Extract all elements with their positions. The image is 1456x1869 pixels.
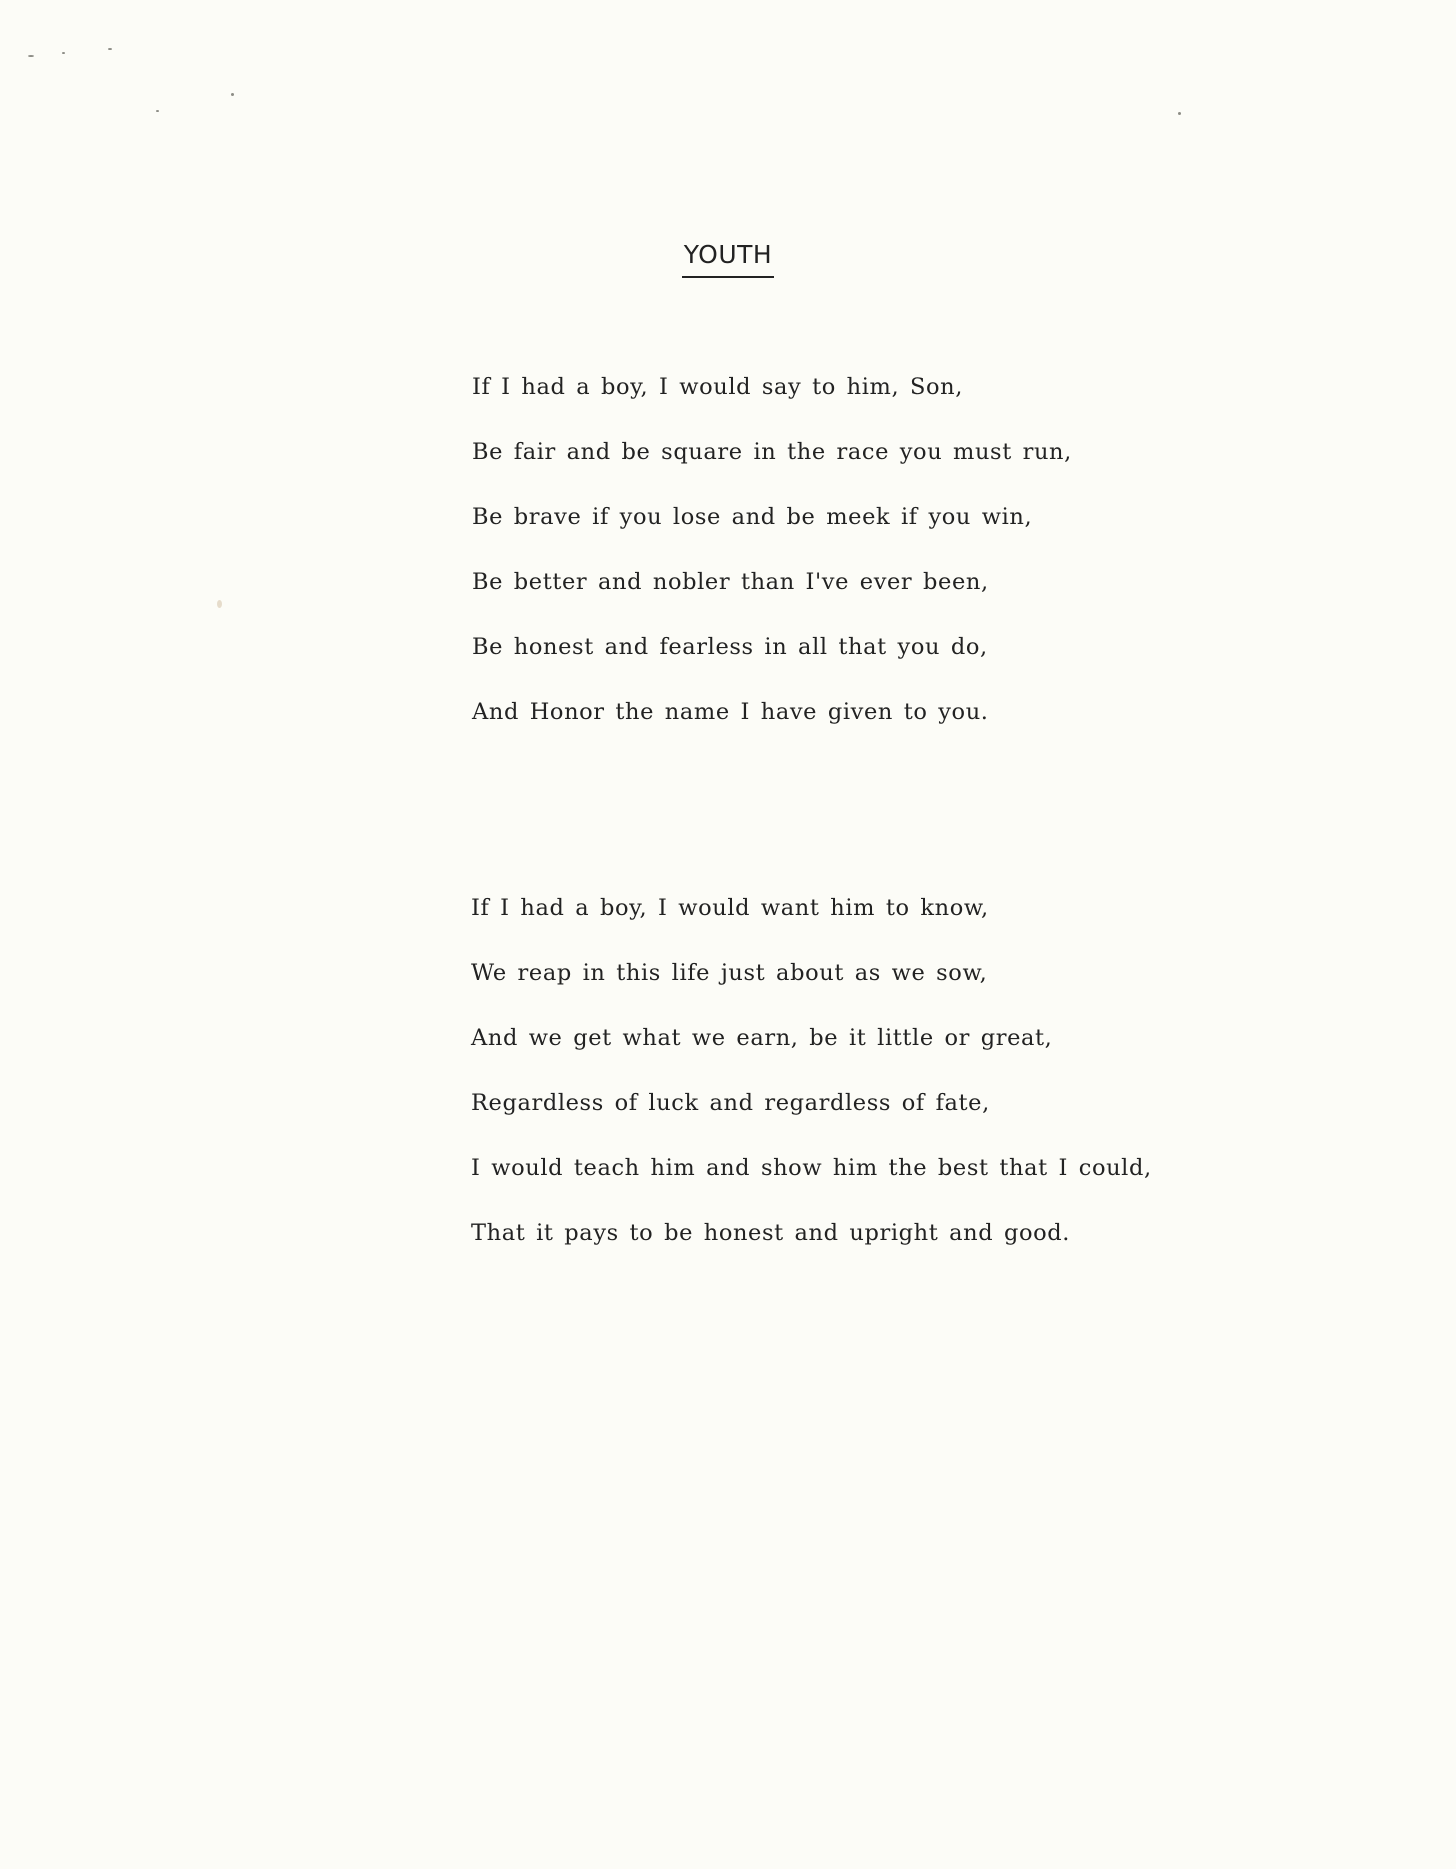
poem-line: Be brave if you lose and be meek if you win,: [472, 504, 1033, 530]
stanza-2: [471, 891, 1152, 1281]
poem-line: Be better and nobler than I've ever been,: [472, 569, 989, 595]
stanza-1: [472, 370, 1072, 760]
poem-line: Regardless of luck and regardless of fate,: [471, 1090, 990, 1116]
poem-line: We reap in this life just about as we sow,: [471, 960, 988, 986]
poem-line: And we get what we earn, be it little or great,: [471, 1025, 1053, 1051]
poem-line: I would teach him and show him the best that I could,: [471, 1155, 1152, 1181]
paper-speck: [217, 600, 222, 608]
paper-speck: [28, 55, 34, 57]
poem-title: [0, 238, 1456, 278]
poem-line: Be fair and be square in the race you must run,: [472, 439, 1072, 465]
paper-speck: [1178, 112, 1181, 115]
poem-line: That it pays to be honest and upright and good.: [471, 1220, 1071, 1246]
paper-speck: [156, 110, 159, 112]
paper-speck: [108, 48, 112, 50]
poem-line: And Honor the name I have given to you.: [472, 699, 989, 725]
paper-speck: [62, 52, 65, 54]
poem-line: Be honest and fearless in all that you do,: [472, 634, 988, 660]
poem-title-text: YOUTH: [682, 238, 774, 278]
paper-speck: [231, 93, 234, 96]
poem-line: If I had a boy, I would say to him, Son,: [472, 374, 963, 400]
poem-line: If I had a boy, I would want him to know,: [471, 895, 989, 921]
